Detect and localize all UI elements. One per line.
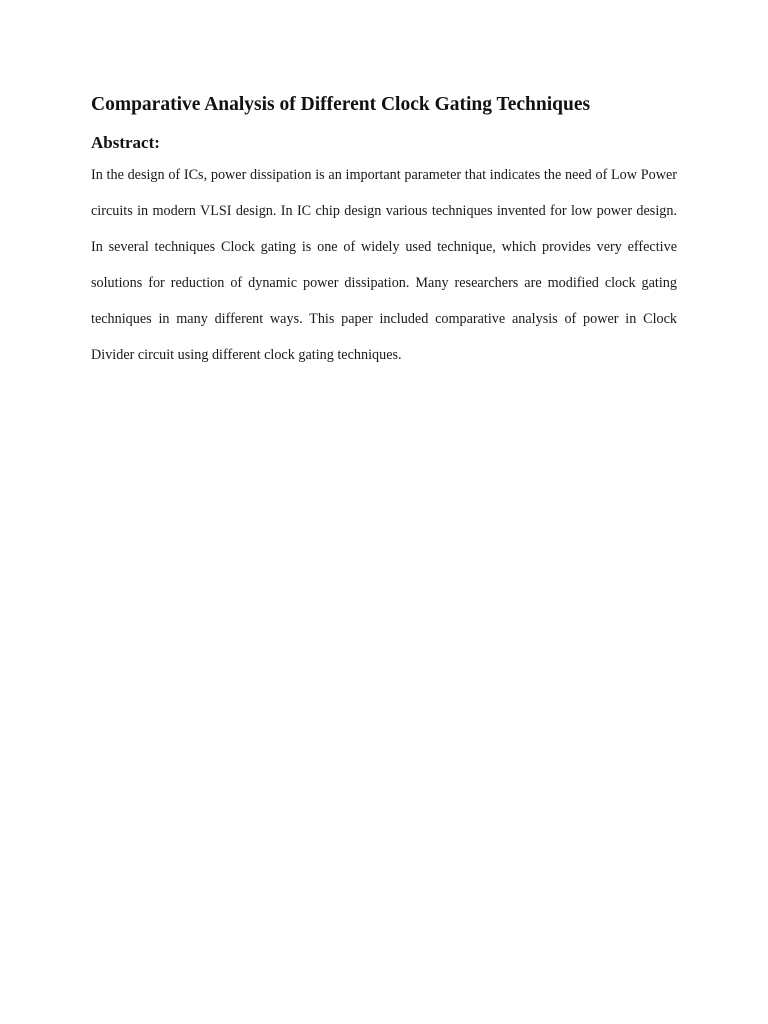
abstract-body: In the design of ICs, power dissipation is an important parameter that indicates the need of Low Power circuits in modern VLSI design. In IC chip design various techniques invented for low power design. In several techniques Clock gating is one of widely used technique, which provides very effective solutions for reduction of dynamic power dissipation. Many researchers are modified clock gating techniques in many different ways. This paper included comparative analysis of power in Clock Divider circuit using different clock gating techniques.	[91, 167, 677, 363]
abstract-heading: Abstract:	[91, 133, 160, 152]
document-content	[91, 92, 677, 373]
paper-title: Comparative Analysis of Different Clock Gating Techniques	[91, 94, 591, 115]
